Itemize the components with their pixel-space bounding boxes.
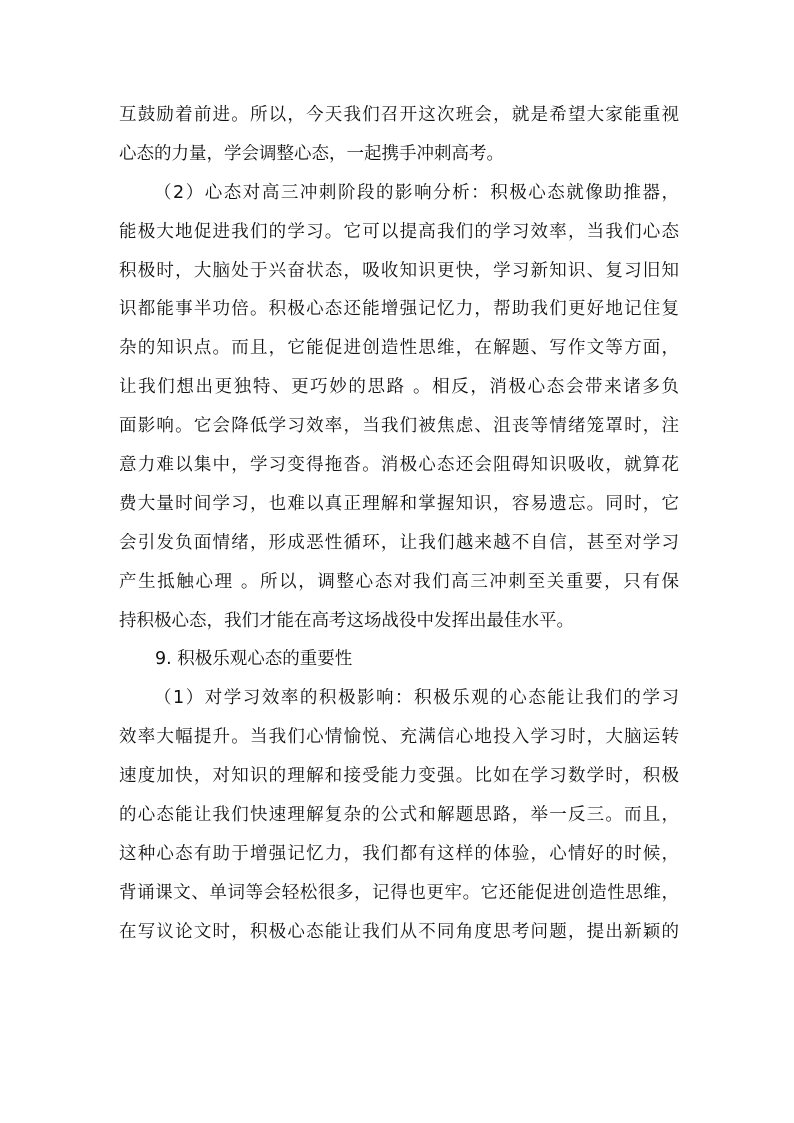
paragraph-start-line: （2）心态对高三冲刺阶段的影响分析：积极心态就像助推器， <box>154 182 679 203</box>
text-line: 背诵课文、单词等会轻松很多，记得也更牢。它还能促进创造性思维， <box>119 882 679 903</box>
text-line: 互鼓励着前进。所以，今天我们召开这次班会，就是希望大家能重视 <box>119 105 679 125</box>
text-line: 的心态能让我们快速理解复杂的公式和解题思路，举一反三。而且， <box>119 805 679 826</box>
text-line: 杂的知识点。而且，它能促进创造性思维，在解题、写作文等方面， <box>119 338 679 359</box>
text-line: 心态的力量，学会调整心态，一起携手冲刺高考。 <box>119 143 504 164</box>
text-line: 积极时，大脑处于兴奋状态，吸收知识更快，学习新知识、复习旧知 <box>119 260 679 281</box>
paragraph-start-line: （1）对学习效率的积极影响：积极乐观的心态能让我们的学习 <box>154 688 679 709</box>
text-line: 这种心态有助于增强记忆力，我们都有这样的体验，心情好的时候， <box>119 843 679 864</box>
text-line: 效率大幅提升。当我们心情愉悦、充满信心地投入学习时，大脑运转 <box>119 727 679 748</box>
text-line: 产生抵触心理 。所以，调整心态对我们高三冲刺至关重要，只有保 <box>119 571 679 592</box>
text-line: 在写议论文时，积极心态能让我们从不同角度思考问题，提出新颖的 <box>119 921 679 942</box>
text-line: 意力难以集中，学习变得拖沓。消极心态还会阻碍知识吸收，就算花 <box>119 455 679 476</box>
body-text <box>119 96 679 952</box>
text-line: 速度加快，对知识的理解和接受能力变强。比如在学习数学时，积极 <box>119 766 679 787</box>
text-line: 面影响。它会降低学习效率，当我们被焦虑、沮丧等情绪笼罩时，注 <box>119 416 679 437</box>
text-line: 持积极心态，我们才能在高考这场战役中发挥出最佳水平。 <box>119 610 574 631</box>
text-line: 让我们想出更独特、更巧妙的思路 。相反，消极心态会带来诸多负 <box>119 377 679 398</box>
text-line: 识都能事半功倍。积极心态还能增强记忆力，帮助我们更好地记住复 <box>119 299 679 320</box>
text-line: 能极大地促进我们的学习。它可以提高我们的学习效率，当我们心态 <box>119 221 679 242</box>
text-line: 费大量时间学习，也难以真正理解和掌握知识，容易遗忘。同时，它 <box>119 493 679 514</box>
text-line: 会引发负面情绪，形成恶性循环，让我们越来越不自信，甚至对学习 <box>119 532 679 553</box>
section-heading: 9. 积极乐观心态的重要性 <box>155 649 353 670</box>
